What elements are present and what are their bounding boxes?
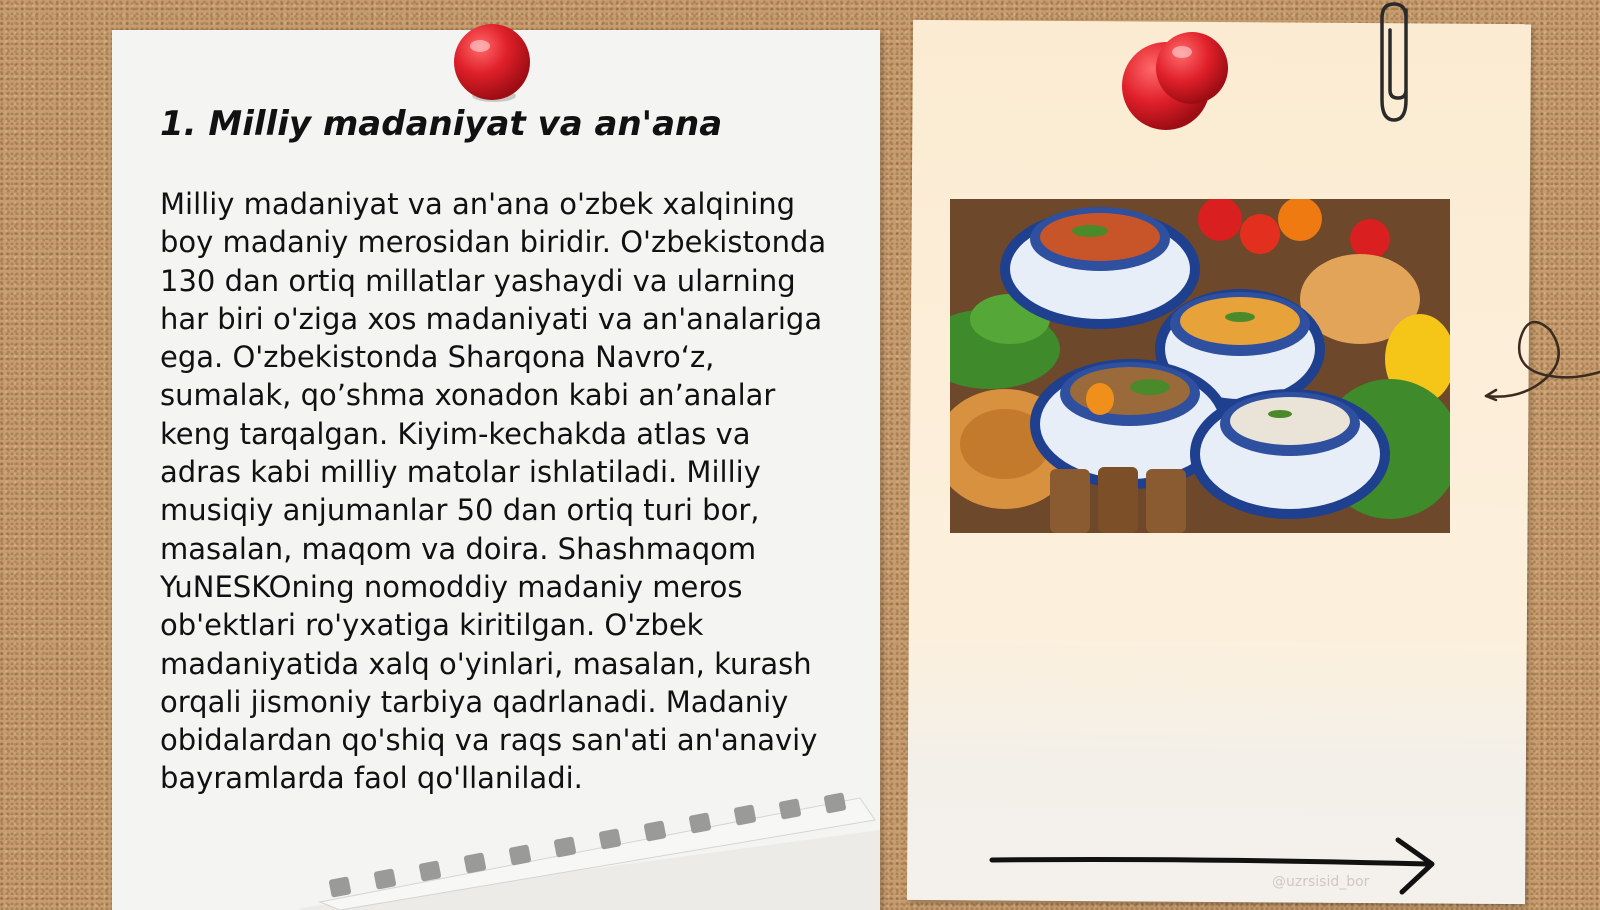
uzbek-food-photo	[950, 199, 1450, 533]
push-pin-icon	[1120, 30, 1240, 132]
watermark-text: @uzrsisid_bor	[1272, 874, 1370, 890]
push-pin-icon	[452, 22, 532, 104]
arrow-right-icon	[988, 836, 1448, 896]
torn-paper-strip	[300, 790, 880, 910]
slide-body-text: Milliy madaniyat va an'ana o'zbek xalqining boy madaniy merosidan biridir. O'zbekistonda 130 dan ortiq millatlar yashaydi va ularning har biri o'ziga xos madaniyati va an'analariga ega. O'zbekistonda Sharqona Navro‘z, sumalak, qo’shma xonadon kabi an’analar keng tarqalgan. Kiyim-kechakda atlas va adras kabi milliy matolar ishlatiladi. Milliy musiqiy anjumanlar 50 dan ortiq turi bor, masalan, maqom va doira. Shashmaqom YuNESKOning nomoddiy madaniy meros ob'ektlari ro'yxatiga kiritilgan. O'zbek madaniyatida xalq o'yinlari, masalan, kurash orqali jismoniy tarbiya qadrlanadi. Madaniy obidalardan qo'shiq va raqs san'ati an'anaviy bayramlarda faol qo'llaniladi.	[160, 187, 827, 796]
paperclip-icon	[1378, 0, 1422, 126]
string-decoration	[1480, 310, 1600, 410]
slide-title: 1. Milliy madaniyat va an'ana	[160, 104, 723, 144]
